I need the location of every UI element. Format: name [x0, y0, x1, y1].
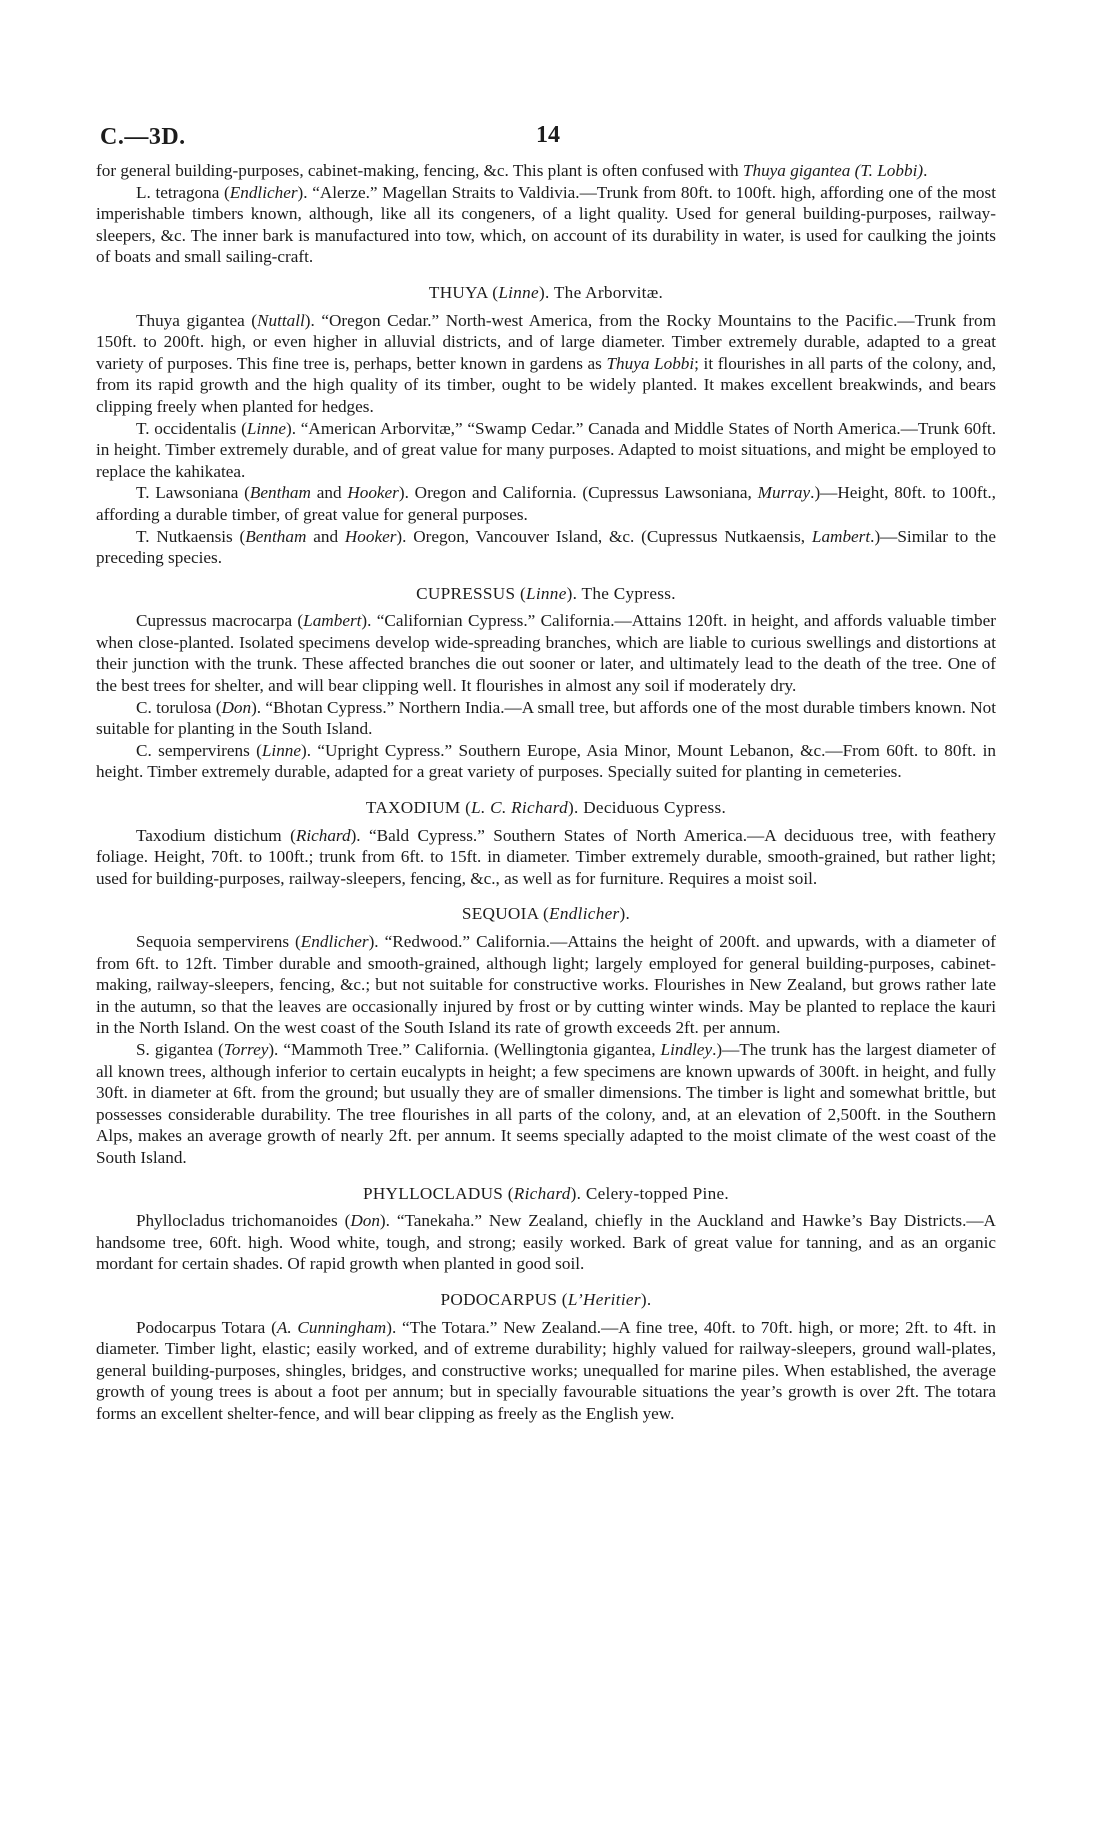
document-page	[96, 118, 996, 1424]
paragraph-thuya-lawsoniana: T. Lawsoniana (Bentham and Hooker). Oregon and California. (Cupressus Lawsoniana, Murray.)—Height, 80ft. to 100ft., affording a durable timber, of great value for general purposes.	[96, 483, 996, 524]
paragraph-phyllocladus-trichomanoides: Phyllocladus trichomanoides (Don). “Tanekaha.” New Zealand, chiefly in the Auckland and Hawke’s Bay Districts.—A handsome tree, 60ft. high. Wood white, tough, and strong; easily worked. Bark of great value for tanning, and as an organic mordant for certain shades. Of rapid growth when planted in good soil.	[96, 1211, 996, 1274]
paragraph-podocarpus-totara: Podocarpus Totara (A. Cunningham). “The Totara.” New Zealand.—A fine tree, 40ft. to 70ft. high, or more; 2ft. to 4ft. in diameter. Timber light, elastic; easily worked, and of extreme durability; highly valued for railway-sleepers, ground wall-plates, general building-purposes, shingles, bridges, and constructive works; unequalled for marine piles. When established, the average growth of young trees is about a foot per annum; but in specially favourable situations the year’s growth is over 2ft. The totara forms an excellent shelter-fence, and will bear clipping as freely as the English yew.	[96, 1317, 996, 1423]
page-header	[96, 118, 996, 160]
paragraph-sequoia-gigantea: S. gigantea (Torrey). “Mammoth Tree.” California. (Wellingtonia gigantea, Lindley.)—The trunk has the largest diameter of all known trees, although inferior to certain eucalypts in height; a few specimens are known upwards of 300ft. in height, and fully 30ft. in diameter at 6ft. from the ground; but usually they are of smaller dimensions. The timber is light and somewhat brittle, but possesses considerable durability. The tree flourishes in all parts of the colony, and, at an elevation of 2,500ft. in the Southern Alps, makes an average growth of nearly 2ft. per annum. It seems specially adapted to the moist climate of the west coast of the South Island.	[96, 1039, 996, 1167]
paragraph-cupressus-sempervirens: C. sempervirens (Linne). “Upright Cypress.” Southern Europe, Asia Minor, Mount Lebanon, &c.—From 60ft. to 80ft. in height. Timber extremely durable, adapted for a great variety of purposes. Specially suited for planting in cemeteries.	[96, 740, 996, 782]
section-heading-cupressus: CUPRESSUS (Linne). The Cypress.	[416, 583, 676, 603]
section-heading-phyllocladus: PHYLLOCLADUS (Richard). Celery-topped Pine.	[362, 1183, 729, 1203]
paragraph-thuya-occidentalis: T. occidentalis (Linne). “American Arborvitæ,” “Swamp Cedar.” Canada and Middle States of North America.—Trunk 60ft. in height. Timber extremely durable, and of great value for many purposes. Adapted to moist situations, and might be employed to replace the kahikatea.	[96, 418, 996, 481]
paragraph-sequoia-sempervirens: Sequoia sempervirens (Endlicher). “Redwood.” California.—Attains the height of 200ft. and upwards, with a diameter of from 6ft. to 12ft. Timber durable and smooth-grained, although light; largely employed for general building-purposes, cabinet-making, railway-sleepers, fencing, &c.; but not suitable for constructive works. Flourishes in New Zealand, but grows rather late in the autumn, so that the leaves are occasionally injured by frost or by cutting winter winds. May be planted to replace the kauri in the North Island. On the west coast of the South Island its rate of growth exceeds 2ft. per annum.	[96, 932, 996, 1038]
document-body	[96, 160, 996, 1424]
document-reference: C.—3D.	[100, 124, 186, 150]
paragraph-continued: for general building-purposes, cabinet-making, fencing, &c. This plant is often confused with Thuya gigantea (T. Lobbi).	[96, 161, 928, 180]
section-heading-sequoia: SEQUOIA (Endlicher).	[461, 904, 631, 924]
section-heading-podocarpus: PODOCARPUS (L’Heritier).	[440, 1289, 652, 1309]
section-heading-taxodium: TAXODIUM (L. C. Richard). Deciduous Cypress.	[365, 798, 727, 818]
page-number: 14	[536, 122, 560, 148]
paragraph-libocedrus-tetragona: L. tetragona (Endlicher). “Alerze.” Magellan Straits to Valdivia.—Trunk from 80ft. to 100ft. high, affording one of the most imperishable timbers known, although, like all its congeners, of a light quality. Used for general building-purposes, railway-sleepers, &c. The inner bark is manufactured into tow, which, on account of its durability in water, is used for caulking the joints of boats and small sailing-craft.	[96, 182, 996, 267]
section-heading-thuya: THUYA (Linne). The Arborvitæ.	[428, 282, 664, 302]
paragraph-thuya-gigantea: Thuya gigantea (Nuttall). “Oregon Cedar.” North-west America, from the Rocky Mountains to the Pacific.—Trunk from 150ft. to 200ft. high, or even higher in alluvial districts, and of large diameter. Timber extremely durable, adapted to a great variety of purposes. This fine tree is, perhaps, better known in gardens as Thuya Lobbi; it flourishes in all parts of the colony, and, from its rapid growth and the high quality of its timber, ought to be widely planted. It makes excellent breakwinds, and bears clipping freely when planted for hedges.	[96, 310, 996, 416]
paragraph-cupressus-macrocarpa: Cupressus macrocarpa (Lambert). “Californian Cypress.” California.—Attains 120ft. in height, and affords valuable timber when close-planted. Isolated specimens develop wide-spreading branches, which are liable to curious swellings and distortions at their junction with the trunk. These affected branches die out sooner or later, and ultimately lead to the death of the tree. One of the best trees for shelter, and will bear clipping well. It flourishes in almost any soil if moderately dry.	[96, 611, 996, 696]
paragraph-thuya-nutkaensis: T. Nutkaensis (Bentham and Hooker). Oregon, Vancouver Island, &c. (Cupressus Nutkaensis, Lambert.)—Similar to the preceding species.	[96, 526, 996, 568]
paragraph-cupressus-torulosa: C. torulosa (Don). “Bhotan Cypress.” Northern India.—A small tree, but affords one of the most durable timbers known. Not suitable for planting in the South Island.	[96, 697, 996, 739]
paragraph-taxodium-distichum: Taxodium distichum (Richard). “Bald Cypress.” Southern States of North America.—A deciduous tree, with feathery foliage. Height, 70ft. to 100ft.; trunk from 6ft. to 15ft. in diameter. Timber extremely durable, smooth-grained, but rather light; used for building-purposes, railway-sleepers, fencing, &c., as well as for furniture. Requires a moist soil.	[96, 825, 996, 888]
